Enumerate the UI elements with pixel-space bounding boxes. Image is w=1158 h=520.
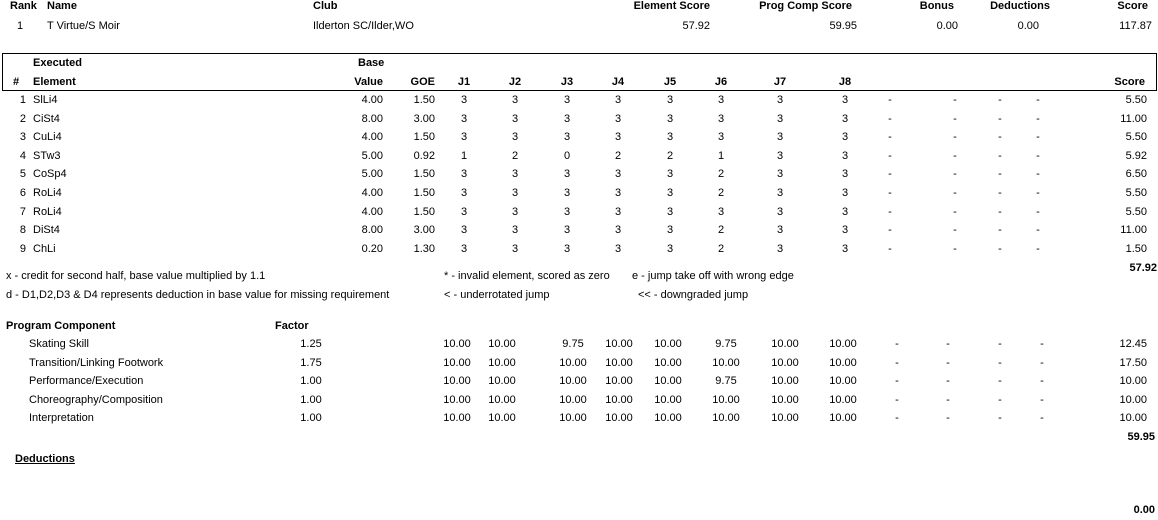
program-judge-score: 10.00 [605, 356, 633, 369]
program-judge-score: 10.00 [443, 338, 471, 350]
element-judge-score: 3 [841, 187, 849, 199]
program-judge-score: 10.00 [488, 338, 516, 350]
element-judge-score: 3 [563, 131, 571, 144]
dash-placeholder: - [946, 338, 950, 350]
program-component-name: Choreography/Composition [29, 393, 163, 406]
judge-header-7: J7 [773, 76, 787, 88]
element-judge-score: 3 [841, 224, 849, 237]
dash-placeholder: - [946, 412, 950, 425]
element-judge-score: 3 [776, 94, 784, 106]
program-judge-score: 10.00 [605, 338, 633, 350]
element-judge-score: 3 [563, 112, 571, 125]
dash-placeholder: - [1036, 205, 1040, 218]
element-judge-score: 1 [717, 149, 725, 162]
judge-header-4: J4 [611, 76, 625, 88]
deductions-value: 0.00 [1017, 20, 1039, 32]
element-judge-score: 3 [614, 224, 622, 237]
program-judge-score: 10.00 [712, 356, 740, 369]
element-base-value: 8.00 [361, 112, 383, 125]
element-judge-score: 3 [460, 131, 468, 144]
dash-placeholder: - [946, 356, 950, 369]
element-judge-score: 3 [717, 94, 725, 106]
dash-placeholder: - [998, 187, 1002, 199]
program-judge-score: 10.00 [559, 375, 587, 388]
judge-header-3: J3 [560, 76, 574, 88]
dash-placeholder: - [888, 242, 892, 255]
element-goe: 1.50 [413, 187, 435, 199]
program-judge-score: 10.00 [829, 356, 857, 369]
deductions-total: 0.00 [1133, 504, 1155, 516]
program-score: 10.00 [1119, 375, 1147, 388]
program-factor: 1.00 [300, 375, 322, 388]
element-base-value: 0.20 [361, 242, 383, 255]
executed-label: Executed [33, 57, 82, 69]
element-judge-score: 3 [563, 224, 571, 237]
element-judge-score: 3 [460, 224, 468, 237]
element-score-col-label: Score [1114, 76, 1145, 88]
program-judge-score: 10.00 [771, 375, 799, 388]
dash-placeholder: - [1040, 393, 1044, 406]
element-judge-score: 3 [511, 187, 519, 199]
element-row-number: 1 [19, 94, 26, 106]
element-judge-score: 3 [460, 242, 468, 255]
element-judge-score: 3 [666, 94, 674, 106]
element-judge-score: 3 [841, 242, 849, 255]
element-judge-score: 3 [666, 112, 674, 125]
program-component-name: Skating Skill [29, 338, 89, 350]
element-judge-score: 3 [776, 168, 784, 181]
dash-placeholder: - [888, 94, 892, 106]
dash-placeholder: - [1036, 224, 1040, 237]
dash-placeholder: - [888, 187, 892, 199]
dash-placeholder: - [953, 94, 957, 106]
element-judge-score: 3 [614, 205, 622, 218]
element-base-value: 4.00 [361, 187, 383, 199]
program-factor: 1.00 [300, 393, 322, 406]
element-goe: 1.50 [413, 168, 435, 181]
program-score: 12.45 [1119, 338, 1147, 350]
element-judge-score: 3 [776, 242, 784, 255]
element-judge-score: 3 [614, 187, 622, 199]
program-judge-score: 10.00 [771, 338, 799, 350]
score-label: Score [1117, 0, 1148, 12]
program-factor: 1.00 [300, 412, 322, 425]
element-score: 11.00 [1120, 224, 1147, 237]
program-factor: 1.25 [300, 338, 322, 350]
program-judge-score: 10.00 [712, 412, 740, 425]
element-judge-score: 3 [563, 168, 571, 181]
program-judge-score: 10.00 [712, 393, 740, 406]
program-judge-score: 10.00 [829, 375, 857, 388]
factor-label: Factor [275, 320, 309, 332]
element-base-value: 4.00 [361, 94, 383, 106]
elements-header-box [2, 53, 1157, 91]
program-judge-score: 10.00 [443, 356, 471, 369]
bonus-value: 0.00 [936, 20, 958, 32]
element-judge-score: 3 [717, 131, 725, 144]
note-d: d - D1,D2,D3 & D4 represents deduction in base value for missing requirement [6, 289, 390, 301]
prog-comp-score-label: Prog Comp Score [759, 0, 852, 12]
element-name: RoLi4 [33, 205, 62, 218]
program-component-name: Performance/Execution [29, 375, 144, 388]
dash-placeholder: - [998, 205, 1002, 218]
dash-placeholder: - [953, 131, 957, 144]
element-judge-score: 2 [717, 224, 725, 237]
program-judge-score: 10.00 [654, 412, 682, 425]
value-label: Value [354, 76, 383, 88]
element-judge-score: 3 [666, 168, 674, 181]
element-judge-score: 2 [717, 168, 725, 181]
program-total: 59.95 [1127, 431, 1155, 443]
dash-placeholder: - [998, 112, 1002, 125]
element-row-number: 7 [19, 205, 26, 218]
element-judge-score: 2 [614, 149, 622, 162]
dash-placeholder: - [1036, 94, 1040, 106]
program-factor: 1.75 [300, 356, 322, 369]
elements-total: 57.92 [1129, 262, 1157, 274]
element-judge-score: 3 [614, 94, 622, 106]
dash-placeholder: - [998, 224, 1002, 237]
element-judge-score: 3 [614, 112, 622, 125]
program-judge-score: 10.00 [559, 393, 587, 406]
program-judge-score: 10.00 [605, 412, 633, 425]
dash-placeholder: - [1036, 168, 1040, 181]
element-score: 11.00 [1120, 112, 1147, 125]
element-judge-score: 3 [511, 94, 519, 106]
program-judge-score: 10.00 [654, 338, 682, 350]
dash-placeholder: - [998, 242, 1002, 255]
element-goe: 1.30 [413, 242, 435, 255]
element-judge-score: 3 [563, 242, 571, 255]
element-score-value: 57.92 [682, 20, 710, 32]
program-judge-score: 10.00 [488, 356, 516, 369]
element-judge-score: 3 [511, 224, 519, 237]
element-base-value: 5.00 [361, 168, 383, 181]
element-judge-score: 3 [776, 205, 784, 218]
name-value: T Virtue/S Moir [47, 20, 120, 32]
element-score: 5.50 [1125, 94, 1147, 106]
element-judge-score: 3 [776, 112, 784, 125]
note-e: e - jump take off with wrong edge [632, 270, 794, 282]
element-name: SlLi4 [33, 94, 58, 106]
element-judge-score: 3 [460, 112, 468, 125]
dash-placeholder: - [895, 338, 899, 350]
element-goe: 1.50 [413, 205, 435, 218]
program-judge-score: 10.00 [559, 356, 587, 369]
element-name: ChLi [33, 242, 56, 255]
goe-label: GOE [410, 76, 435, 88]
dash-placeholder: - [895, 356, 899, 369]
element-name: CiSt4 [33, 112, 60, 125]
element-judge-score: 2 [717, 187, 725, 199]
program-judge-score: 10.00 [829, 412, 857, 425]
program-judge-score: 10.00 [443, 375, 471, 388]
element-row-number: 3 [19, 131, 26, 144]
dash-placeholder: - [953, 187, 957, 199]
base-label: Base [358, 57, 385, 69]
dash-placeholder: - [953, 242, 957, 255]
dash-placeholder: - [998, 94, 1002, 106]
element-judge-score: 3 [511, 205, 519, 218]
element-base-value: 4.00 [361, 131, 383, 144]
element-base-value: 4.00 [361, 205, 383, 218]
dash-placeholder: - [998, 338, 1002, 350]
dash-placeholder: - [1040, 412, 1044, 425]
deductions-label: Deductions [990, 0, 1050, 12]
program-judge-score: 10.00 [443, 412, 471, 425]
element-score: 5.92 [1125, 149, 1147, 162]
judge-header-6: J6 [714, 76, 728, 88]
judge-header-5: J5 [663, 76, 677, 88]
dash-placeholder: - [1040, 338, 1044, 350]
element-goe: 1.50 [413, 94, 435, 106]
element-judge-score: 3 [460, 187, 468, 199]
element-row-number: 2 [19, 112, 26, 125]
dash-placeholder: - [953, 205, 957, 218]
element-judge-score: 3 [841, 205, 849, 218]
element-judge-score: 3 [841, 112, 849, 125]
element-judge-score: 2 [717, 242, 725, 255]
element-judge-score: 3 [511, 242, 519, 255]
dash-placeholder: - [1036, 242, 1040, 255]
dash-placeholder: - [1036, 112, 1040, 125]
program-judge-score: 10.00 [488, 412, 516, 425]
program-judge-score: 10.00 [559, 412, 587, 425]
dash-placeholder: - [888, 131, 892, 144]
dash-placeholder: - [1040, 375, 1044, 388]
dash-placeholder: - [1036, 187, 1040, 199]
judge-header-1: J1 [457, 76, 471, 88]
element-judge-score: 3 [563, 94, 571, 106]
element-judge-score: 3 [717, 112, 725, 125]
element-judge-score: 3 [666, 224, 674, 237]
element-goe: 3.00 [413, 224, 435, 237]
program-judge-score: 10.00 [771, 393, 799, 406]
element-name: CoSp4 [33, 168, 67, 181]
program-judge-score: 10.00 [488, 393, 516, 406]
element-goe: 0.92 [413, 149, 435, 162]
element-name: STw3 [33, 149, 61, 162]
judge-header-8: J8 [838, 76, 852, 88]
club-value: Ilderton SC/Ilder,WO [313, 20, 414, 32]
name-label: Name [47, 0, 77, 12]
element-judge-score: 3 [776, 149, 784, 162]
element-judge-score: 3 [841, 131, 849, 144]
element-score-label: Element Score [633, 0, 710, 12]
dash-placeholder: - [946, 375, 950, 388]
element-judge-score: 3 [563, 187, 571, 199]
element-score: 5.50 [1125, 187, 1147, 199]
program-judge-score: 10.00 [605, 393, 633, 406]
program-score: 17.50 [1119, 356, 1147, 369]
num-label: # [13, 76, 20, 88]
element-name: DiSt4 [33, 224, 60, 237]
dash-placeholder: - [953, 112, 957, 125]
element-name: CuLi4 [33, 131, 62, 144]
element-score: 1.50 [1125, 242, 1147, 255]
program-component-name: Transition/Linking Footwork [29, 356, 164, 369]
element-judge-score: 0 [563, 149, 571, 162]
club-label: Club [313, 0, 338, 12]
dash-placeholder: - [953, 149, 957, 162]
element-judge-score: 3 [841, 94, 849, 106]
program-judge-score: 10.00 [771, 356, 799, 369]
dash-placeholder: - [888, 112, 892, 125]
dash-placeholder: - [998, 393, 1002, 406]
dash-placeholder: - [888, 168, 892, 181]
dash-placeholder: - [1036, 149, 1040, 162]
element-judge-score: 1 [460, 149, 468, 162]
dash-placeholder: - [888, 224, 892, 237]
dash-placeholder: - [998, 131, 1002, 144]
element-judge-score: 3 [666, 187, 674, 199]
element-row-number: 4 [19, 149, 26, 162]
program-component-title: Program Component [6, 320, 116, 332]
element-row-number: 8 [19, 224, 26, 237]
note-invalid: * - invalid element, scored as zero [444, 270, 610, 282]
total-score-value: 117.87 [1119, 20, 1152, 32]
dash-placeholder: - [998, 375, 1002, 388]
program-judge-score: 10.00 [771, 412, 799, 425]
element-judge-score: 2 [666, 149, 674, 162]
rank-label: Rank [10, 0, 37, 12]
element-judge-score: 3 [841, 168, 849, 181]
element-judge-score: 3 [666, 205, 674, 218]
dash-placeholder: - [946, 393, 950, 406]
dash-placeholder: - [895, 375, 899, 388]
program-judge-score: 9.75 [562, 338, 584, 350]
element-score: 5.50 [1125, 205, 1147, 218]
element-judge-score: 3 [717, 205, 725, 218]
program-judge-score: 10.00 [654, 375, 682, 388]
element-goe: 1.50 [413, 131, 435, 144]
dash-placeholder: - [888, 149, 892, 162]
program-judge-score: 10.00 [654, 393, 682, 406]
element-score: 5.50 [1125, 131, 1147, 144]
element-name: RoLi4 [33, 187, 62, 199]
dash-placeholder: - [998, 356, 1002, 369]
dash-placeholder: - [998, 168, 1002, 181]
element-judge-score: 3 [614, 131, 622, 144]
element-judge-score: 3 [563, 205, 571, 218]
element-row-number: 5 [19, 168, 26, 181]
prog-comp-score-value: 59.95 [829, 20, 857, 32]
element-base-value: 5.00 [361, 149, 383, 162]
element-judge-score: 3 [511, 112, 519, 125]
dash-placeholder: - [895, 412, 899, 425]
element-judge-score: 3 [511, 168, 519, 181]
element-judge-score: 3 [614, 168, 622, 181]
element-judge-score: 3 [511, 131, 519, 144]
dash-placeholder: - [895, 393, 899, 406]
element-judge-score: 3 [460, 205, 468, 218]
element-score: 6.50 [1125, 168, 1147, 181]
element-judge-score: 3 [841, 149, 849, 162]
element-judge-score: 3 [460, 94, 468, 106]
dash-placeholder: - [998, 149, 1002, 162]
element-row-number: 6 [19, 187, 26, 199]
element-judge-score: 3 [614, 242, 622, 255]
dash-placeholder: - [953, 168, 957, 181]
program-judge-score: 9.75 [715, 375, 737, 388]
program-judge-score: 10.00 [829, 393, 857, 406]
program-score: 10.00 [1119, 412, 1147, 425]
program-judge-score: 10.00 [829, 338, 857, 350]
program-judge-score: 10.00 [654, 356, 682, 369]
element-judge-score: 3 [460, 168, 468, 181]
program-component-name: Interpretation [29, 412, 94, 425]
element-base-value: 8.00 [361, 224, 383, 237]
bonus-label: Bonus [919, 0, 954, 12]
dash-placeholder: - [998, 412, 1002, 425]
dash-placeholder: - [888, 205, 892, 218]
program-judge-score: 10.00 [443, 393, 471, 406]
note-under: < - underrotated jump [444, 289, 550, 301]
element-judge-score: 3 [666, 131, 674, 144]
element-judge-score: 3 [776, 131, 784, 144]
deductions-title: Deductions [15, 453, 75, 465]
element-judge-score: 3 [666, 242, 674, 255]
element-row-number: 9 [19, 242, 26, 255]
dash-placeholder: - [1040, 356, 1044, 369]
element-judge-score: 3 [776, 187, 784, 199]
program-judge-score: 9.75 [715, 338, 737, 350]
dash-placeholder: - [953, 224, 957, 237]
note-down: << - downgraded jump [638, 289, 749, 301]
dash-placeholder: - [1036, 131, 1040, 144]
element-label: Element [33, 76, 76, 88]
program-score: 10.00 [1119, 393, 1147, 406]
program-judge-score: 10.00 [605, 375, 633, 388]
program-judge-score: 10.00 [488, 375, 516, 388]
element-judge-score: 3 [776, 224, 784, 237]
note-x: x - credit for second half, base value multiplied by 1.1 [6, 270, 266, 282]
judge-header-2: J2 [508, 76, 522, 88]
element-goe: 3.00 [413, 112, 435, 125]
element-judge-score: 2 [511, 149, 519, 162]
rank-value: 1 [17, 20, 24, 32]
